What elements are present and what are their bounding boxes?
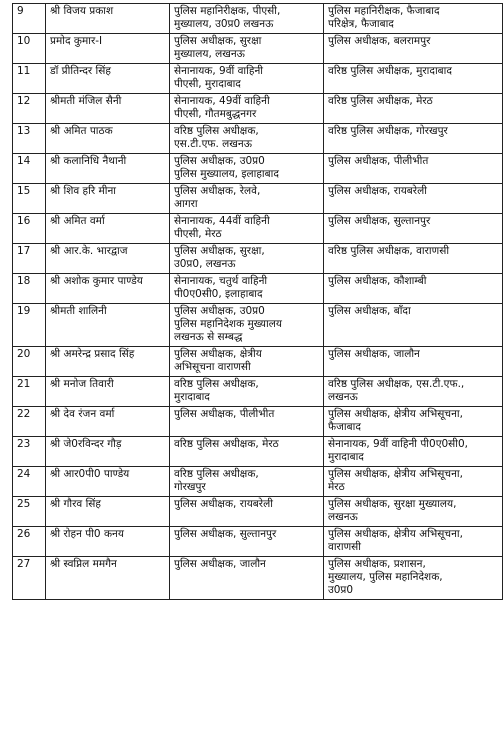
serial-number: 23 — [13, 437, 46, 467]
new-posting: पुलिस अधीक्षक, सुरक्षा मुख्यालय, लखनऊ — [324, 497, 503, 527]
table-row — [13, 94, 503, 124]
serial-number: 27 — [13, 557, 46, 600]
serial-number: 15 — [13, 184, 46, 214]
current-posting: पुलिस अधीक्षक, पीलीभीत — [170, 407, 324, 437]
officer-name: श्री आर0पी0 पाण्डेय — [46, 467, 170, 497]
serial-number: 14 — [13, 154, 46, 184]
table-row — [13, 64, 503, 94]
table-row — [13, 377, 503, 407]
officer-name: श्री देव रंजन वर्मा — [46, 407, 170, 437]
new-posting: वरिष्ठ पुलिस अधीक्षक, वाराणसी — [324, 244, 503, 274]
current-posting: सेनानायक, चतुर्थ वाहिनी पी0ए0सी0, इलाहाबाद — [170, 274, 324, 304]
new-posting: पुलिस अधीक्षक, रायबरेली — [324, 184, 503, 214]
current-posting: वरिष्ठ पुलिस अधीक्षक, मुरादाबाद — [170, 377, 324, 407]
table-row — [13, 497, 503, 527]
officer-name: श्री मनोज तिवारी — [46, 377, 170, 407]
current-posting: सेनानायक, 44वीं वाहिनी पीएसी, मेरठ — [170, 214, 324, 244]
serial-number: 9 — [13, 4, 46, 34]
new-posting: पुलिस अधीक्षक, प्रशासन, मुख्यालय, पुलिस महानिदेशक, उ0प्र0 — [324, 557, 503, 600]
current-posting: पुलिस अधीक्षक, जालौन — [170, 557, 324, 600]
table-row — [13, 124, 503, 154]
new-posting: वरिष्ठ पुलिस अधीक्षक, मेरठ — [324, 94, 503, 124]
serial-number: 18 — [13, 274, 46, 304]
serial-number: 25 — [13, 497, 46, 527]
table-row — [13, 184, 503, 214]
serial-number: 22 — [13, 407, 46, 437]
serial-number: 10 — [13, 34, 46, 64]
new-posting: सेनानायक, 9वीं वाहिनी पी0ए0सी0, मुरादाबाद — [324, 437, 503, 467]
table-row — [13, 527, 503, 557]
current-posting: सेनानायक, 49वीं वाहिनी पीएसी, गौतमबुद्धनगर — [170, 94, 324, 124]
officer-name: श्री अमित पाठक — [46, 124, 170, 154]
serial-number: 26 — [13, 527, 46, 557]
serial-number: 12 — [13, 94, 46, 124]
serial-number: 20 — [13, 347, 46, 377]
officer-name: श्री जे0रविन्दर गौड़ — [46, 437, 170, 467]
current-posting: पुलिस अधीक्षक, उ0प्र0 पुलिस महानिदेशक मुख्यालय लखनऊ से सम्बद्ध — [170, 304, 324, 347]
new-posting: पुलिस अधीक्षक, बाँदा — [324, 304, 503, 347]
serial-number: 24 — [13, 467, 46, 497]
officer-name: श्री आर.के. भारद्वाज — [46, 244, 170, 274]
new-posting: वरिष्ठ पुलिस अधीक्षक, एस.टी.एफ., लखनऊ — [324, 377, 503, 407]
officer-name: श्री कलानिधि नैथानी — [46, 154, 170, 184]
table-row — [13, 4, 503, 34]
new-posting: पुलिस अधीक्षक, पीलीभीत — [324, 154, 503, 184]
transfer-table — [12, 3, 503, 600]
current-posting: वरिष्ठ पुलिस अधीक्षक, मेरठ — [170, 437, 324, 467]
table-body — [13, 4, 503, 600]
table-row — [13, 557, 503, 600]
serial-number: 19 — [13, 304, 46, 347]
table-row — [13, 34, 503, 64]
officer-name: श्री अमित वर्मा — [46, 214, 170, 244]
table-row — [13, 304, 503, 347]
current-posting: पुलिस महानिरीक्षक, पीएसी, मुख्यालय, उ0प्र0 लखनऊ — [170, 4, 324, 34]
table-row — [13, 244, 503, 274]
table-row — [13, 467, 503, 497]
current-posting: पुलिस अधीक्षक, सुरक्षा, उ0प्र0, लखनऊ — [170, 244, 324, 274]
officer-name: श्रीमती मंजिल सैनी — [46, 94, 170, 124]
new-posting: पुलिस अधीक्षक, क्षेत्रीय अभिसूचना, मेरठ — [324, 467, 503, 497]
new-posting: पुलिस अधीक्षक, बलरामपुर — [324, 34, 503, 64]
serial-number: 16 — [13, 214, 46, 244]
current-posting: पुलिस अधीक्षक, क्षेत्रीय अभिसूचना वाराणसी — [170, 347, 324, 377]
officer-name: प्रमोद कुमार-I — [46, 34, 170, 64]
table-row — [13, 347, 503, 377]
new-posting: पुलिस अधीक्षक, क्षेत्रीय अभिसूचना, वाराणसी — [324, 527, 503, 557]
new-posting: वरिष्ठ पुलिस अधीक्षक, मुरादाबाद — [324, 64, 503, 94]
current-posting: पुलिस अधीक्षक, सुरक्षा मुख्यालय, लखनऊ — [170, 34, 324, 64]
officer-name: श्री विजय प्रकाश — [46, 4, 170, 34]
current-posting: वरिष्ठ पुलिस अधीक्षक, एस.टी.एफ. लखनऊ — [170, 124, 324, 154]
officer-name: श्री स्वप्निल ममगैन — [46, 557, 170, 600]
new-posting: पुलिस अधीक्षक, जालौन — [324, 347, 503, 377]
serial-number: 21 — [13, 377, 46, 407]
table-row — [13, 274, 503, 304]
table-row — [13, 437, 503, 467]
new-posting: पुलिस अधीक्षक, कौशाम्बी — [324, 274, 503, 304]
current-posting: पुलिस अधीक्षक, सुल्तानपुर — [170, 527, 324, 557]
officer-name: श्री रोहन पी0 कनय — [46, 527, 170, 557]
officer-name: श्री शिव हरि मीना — [46, 184, 170, 214]
new-posting: वरिष्ठ पुलिस अधीक्षक, गोरखपुर — [324, 124, 503, 154]
new-posting: पुलिस अधीक्षक, क्षेत्रीय अभिसूचना, फैजाबाद — [324, 407, 503, 437]
table-row — [13, 214, 503, 244]
officer-name: श्रीमती शालिनी — [46, 304, 170, 347]
table-row — [13, 154, 503, 184]
current-posting: पुलिस अधीक्षक, रायबरेली — [170, 497, 324, 527]
officer-name: डॉ प्रीतिन्दर सिंह — [46, 64, 170, 94]
serial-number: 13 — [13, 124, 46, 154]
serial-number: 17 — [13, 244, 46, 274]
current-posting: पुलिस अधीक्षक, रेलवे, आगरा — [170, 184, 324, 214]
officer-name: श्री अमरेन्द्र प्रसाद सिंह — [46, 347, 170, 377]
serial-number: 11 — [13, 64, 46, 94]
current-posting: पुलिस अधीक्षक, उ0प्र0 पुलिस मुख्यालय, इलाहाबाद — [170, 154, 324, 184]
new-posting: पुलिस महानिरीक्षक, फैजाबाद परिक्षेत्र, फैजाबाद — [324, 4, 503, 34]
officer-name: श्री अशोक कुमार पाण्डेय — [46, 274, 170, 304]
new-posting: पुलिस अधीक्षक, सुल्तानपुर — [324, 214, 503, 244]
current-posting: वरिष्ठ पुलिस अधीक्षक, गोरखपुर — [170, 467, 324, 497]
officer-name: श्री गौरव सिंह — [46, 497, 170, 527]
table-row — [13, 407, 503, 437]
current-posting: सेनानायक, 9वीं वाहिनी पीएसी, मुरादाबाद — [170, 64, 324, 94]
